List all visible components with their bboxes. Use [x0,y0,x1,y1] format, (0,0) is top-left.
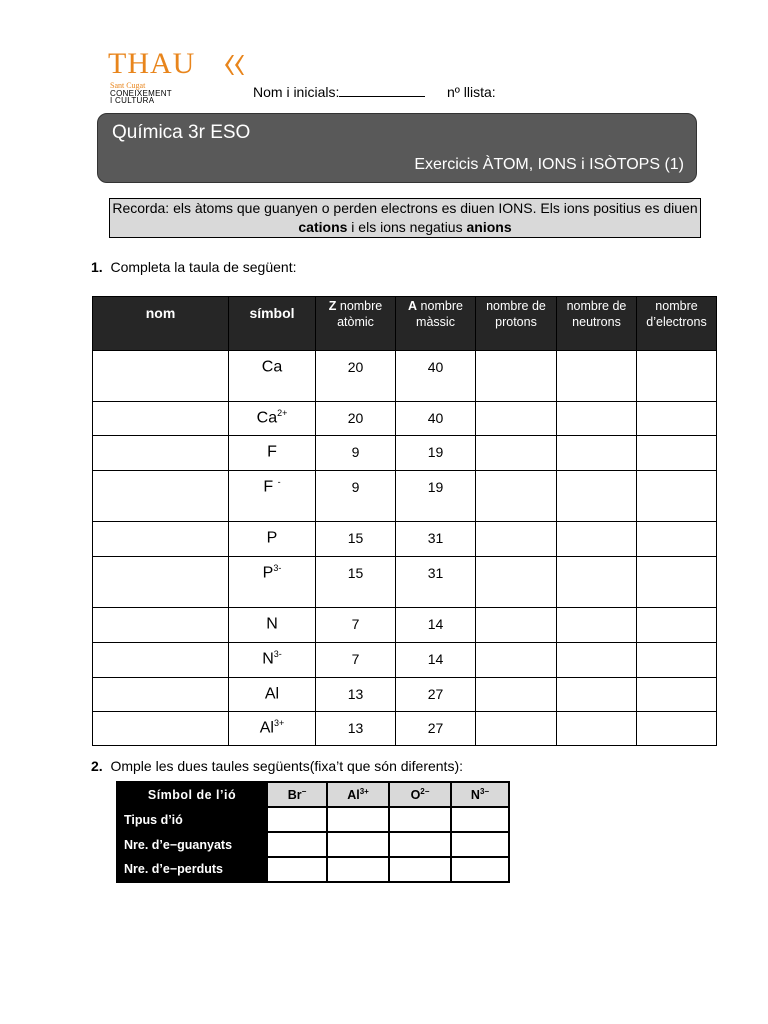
cell-a: 40 [396,402,476,436]
cell-neutrons[interactable] [557,471,637,522]
question-2-text: Omple les dues taules següents(fixa’t que són diferents): [110,758,463,774]
symbol-base: Al [259,719,274,737]
ion-charge: 3− [479,786,490,796]
table-row [117,832,509,857]
symbol-base: Ca [261,358,283,376]
cell-a: 27 [396,712,476,746]
symbol-base: N [262,650,274,668]
question-2 [91,758,463,774]
table-row [93,471,717,522]
ion-answer-cell[interactable] [451,857,509,882]
cell-z: 7 [316,608,396,643]
cell-electrons[interactable] [637,678,717,712]
cell-symbol [229,471,316,522]
header-simbol: símbol [229,297,316,351]
cell-nom[interactable] [93,522,229,557]
cell-a: 27 [396,678,476,712]
symbol-charge: 3- [273,649,282,659]
cell-electrons[interactable] [637,402,717,436]
header-z [316,297,396,351]
cell-protons[interactable] [476,436,557,471]
cell-neutrons[interactable] [557,351,637,402]
ions-table [116,781,510,883]
cell-electrons[interactable] [637,351,717,402]
symbol-charge: 3+ [273,718,285,728]
ion-charge: 2− [420,786,430,796]
name-input-line[interactable] [339,84,425,97]
ion-answer-cell[interactable] [267,832,327,857]
cell-nom[interactable] [93,643,229,678]
ion-answer-cell[interactable] [267,857,327,882]
question-1-text: Completa la taula de següent: [110,259,297,275]
logo-city: Sant Cugat [110,81,146,90]
symbol-base: F [263,478,278,496]
cell-a: 19 [396,436,476,471]
cell-nom[interactable] [93,351,229,402]
header-a-text: nombre màssic [416,299,463,329]
cell-nom[interactable] [93,712,229,746]
exercise-title: Exercicis ÀTOM, IONS i ISÒTOPS (1) [414,156,684,173]
cell-neutrons[interactable] [557,557,637,608]
symbol-base: P [266,529,278,547]
cell-a: 14 [396,643,476,678]
cell-z: 13 [316,712,396,746]
ion-base: N [470,788,480,803]
atoms-table [92,296,717,746]
ion-base: O [410,788,421,803]
cell-neutrons[interactable] [557,402,637,436]
ion-answer-cell[interactable] [267,807,327,832]
table-row [93,678,717,712]
cell-symbol [229,712,316,746]
cell-protons[interactable] [476,522,557,557]
cell-neutrons[interactable] [557,712,637,746]
list-number-field [447,84,496,100]
table-row [93,436,717,471]
reminder-cations: cations [298,219,348,235]
symbol-charge: 2+ [277,408,288,418]
ion-answer-cell[interactable] [451,832,509,857]
ion-base: Al [347,788,360,803]
cell-z: 13 [316,678,396,712]
cell-a: 31 [396,557,476,608]
cell-symbol [229,557,316,608]
question-1-number: 1. [91,259,103,275]
logo-mark-icon [220,52,246,78]
course-title: Química 3r ESO [112,122,251,143]
cell-symbol [229,643,316,678]
title-banner [97,113,697,183]
header-z-symbol: Z [328,299,337,313]
logo [108,48,248,104]
cell-nom[interactable] [93,608,229,643]
list-number-label: nº llista: [447,84,496,100]
header-neutrons: nombre de neutrons [557,297,637,351]
atoms-table-header [93,297,717,351]
symbol-base: F [267,443,277,461]
symbol-base: Ca [256,409,278,427]
reminder-text-a: Recorda: els àtoms que guanyen o perden electrons es diuen IONS. Els ions positius es diuen [112,200,698,216]
ion-answer-cell[interactable] [389,807,451,832]
name-field [253,84,425,100]
ion-answer-cell[interactable] [451,807,509,832]
cell-neutrons[interactable] [557,522,637,557]
table-row [93,522,717,557]
table-row [93,608,717,643]
cell-protons[interactable] [476,402,557,436]
ion-answer-cell[interactable] [389,832,451,857]
table-row [93,643,717,678]
table-row [93,351,717,402]
name-label: Nom i inicials: [253,84,340,100]
symbol-base: P [262,564,274,582]
ion-answer-cell[interactable] [389,857,451,882]
table-row [117,807,509,832]
row-header-tipus: Tipus d’ió [117,807,267,832]
cell-neutrons[interactable] [557,643,637,678]
cell-z: 20 [316,402,396,436]
cell-nom[interactable] [93,471,229,522]
cell-electrons[interactable] [637,712,717,746]
table-row [93,557,717,608]
ion-column [267,782,327,807]
ion-answer-cell[interactable] [327,807,389,832]
cell-z: 9 [316,471,396,522]
cell-z: 15 [316,557,396,608]
cell-protons[interactable] [476,351,557,402]
table-row [93,712,717,746]
cell-neutrons[interactable] [557,678,637,712]
cell-nom[interactable] [93,678,229,712]
cell-protons[interactable] [476,712,557,746]
cell-a: 31 [396,522,476,557]
cell-protons[interactable] [476,557,557,608]
question-2-number: 2. [91,758,103,774]
cell-protons[interactable] [476,643,557,678]
cell-electrons[interactable] [637,643,717,678]
cell-symbol [229,608,316,643]
logo-wordmark: THAU [108,47,196,80]
cell-nom[interactable] [93,436,229,471]
header-protons: nombre de protons [476,297,557,351]
cell-electrons[interactable] [637,557,717,608]
cell-protons[interactable] [476,678,557,712]
reminder-text-b: i els ions negatius [347,219,467,235]
header-a [396,297,476,351]
ion-base: Br [287,788,302,803]
cell-neutrons[interactable] [557,608,637,643]
cell-electrons[interactable] [637,471,717,522]
ion-charge: 3+ [359,786,369,796]
cell-z: 7 [316,643,396,678]
header-nom: nom [93,297,229,351]
cell-a: 40 [396,351,476,402]
cell-z: 20 [316,351,396,402]
cell-a: 19 [396,471,476,522]
ion-symbol-header: Símbol de l’ió [117,782,267,807]
question-1 [91,259,296,275]
cell-symbol [229,522,316,557]
row-header-guanyats: Nre. d’e−guanyats [117,832,267,857]
logo-tagline-1: CONEIXEMENT [110,89,172,98]
cell-symbol [229,351,316,402]
cell-electrons[interactable] [637,436,717,471]
cell-electrons[interactable] [637,522,717,557]
row-header-perduts: Nre. d’e−perduts [117,857,267,882]
cell-z: 9 [316,436,396,471]
cell-nom[interactable] [93,402,229,436]
ion-charge: − [301,786,307,796]
header-a-symbol: A [408,299,418,313]
table-row [93,402,717,436]
symbol-charge: 3- [273,563,282,573]
header-electrons: nombre d’electrons [637,297,717,351]
header-z-text: nombre atòmic [336,299,383,329]
symbol-charge: - [277,477,281,487]
symbol-base: N [266,615,278,633]
table-row [117,857,509,882]
symbol-base: Al [264,685,280,703]
ion-answer-cell[interactable] [327,857,389,882]
cell-symbol [229,402,316,436]
logo-tagline-2: I CULTURA [110,97,155,104]
reminder-anions: anions [466,219,512,235]
reminder-box [109,198,701,238]
cell-electrons[interactable] [637,608,717,643]
cell-neutrons[interactable] [557,436,637,471]
ion-column [451,782,509,807]
ion-column [327,782,389,807]
cell-z: 15 [316,522,396,557]
cell-symbol [229,678,316,712]
ion-answer-cell[interactable] [327,832,389,857]
cell-protons[interactable] [476,608,557,643]
cell-symbol [229,436,316,471]
ion-column [389,782,451,807]
ions-table-header [117,782,509,807]
cell-protons[interactable] [476,471,557,522]
cell-a: 14 [396,608,476,643]
cell-nom[interactable] [93,557,229,608]
